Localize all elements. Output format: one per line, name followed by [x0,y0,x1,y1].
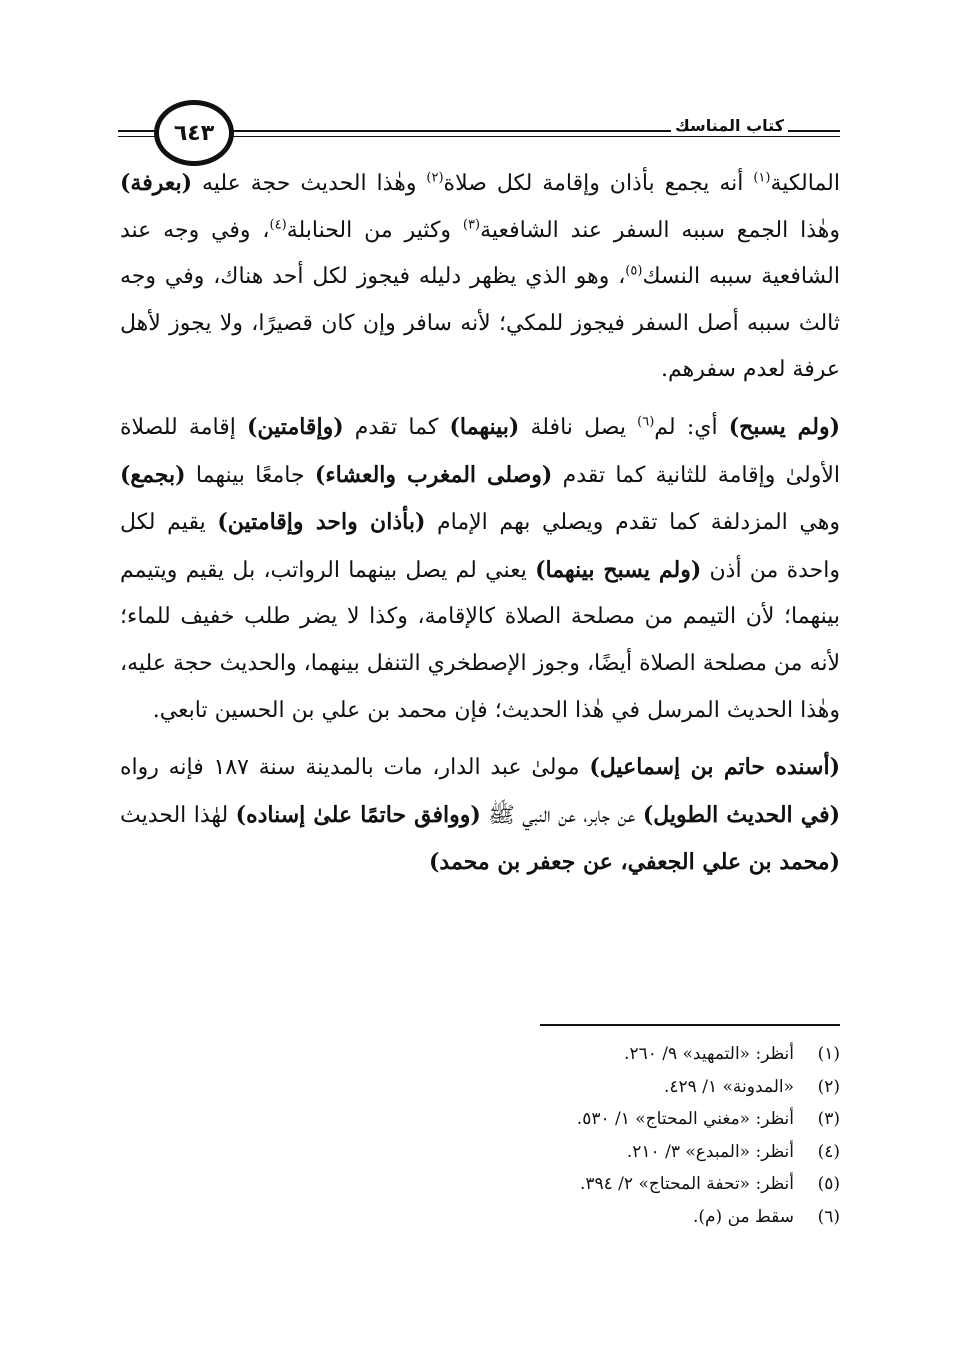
commentary-text: مولىٰ عبد الدار، مات بالمدينة سنة ١٨٧ فإنه رواه [120,755,590,781]
bold-matn-text: (ووافق حاتمًا علىٰ إسناده) [235,801,481,828]
commentary-text: يعني لم يصل بينهما الرواتب، بل يقيم ويتيمم بينهما؛ لأن التيمم من مصلحة الصلاة كالإقامة، وكذا لا يضر طلب خفيف للماء؛ لأنه من مصلحة الصلاة أيضًا، وجوز الإصطخري التنفل بينهما، والحديث حجة عليه، وهٰذا الحديث المرسل في هٰذا الحديث؛ فإن محمد بن علي بن الحسين تابعي. [120,557,840,723]
commentary-text: إقامة للصلاة الأولىٰ وإقامة للثانية كما تقدم [120,414,840,488]
page-number [154,100,234,166]
footnote-text: أنظر: «التمهيد» ٩/ ٢٦٠. [624,1044,794,1064]
footnote-number: (١) [817,1044,840,1064]
footnote-ref: (١) [753,170,771,186]
footnotes [200,1038,840,1234]
footnote-item [200,1103,840,1136]
main-text [120,160,840,887]
commentary-text: كما تقدم [343,414,450,440]
commentary-text: لهٰذا الحديث [120,802,236,828]
bold-matn-text: (وصلى المغرب والعشاء) [314,461,553,488]
footnote-item [200,1168,840,1201]
footnote-number: (٢) [817,1076,840,1097]
bold-matn-text: (أسنده حاتم بن إسماعيل) [589,754,841,781]
footnote-item [200,1071,840,1104]
commentary-text: وكثير من الحنابلة [286,217,463,243]
footnote-item [200,1038,840,1071]
footnote-text: أنظر: «مغني المحتاج» ١/ ٥٣٠. [576,1109,794,1130]
commentary-text: المالكية [770,171,840,196]
commentary-text: يقيم لكل واحدة من أذن [120,510,840,583]
bold-matn-text: (بأذان واحد وإقامتين) [217,509,426,536]
footnote-separator [540,1024,840,1026]
bold-matn-text: (في الحديث الطويل) [642,801,841,828]
footnote-text: «المدونة» ١/ ٤٢٩. [663,1076,794,1097]
bold-matn-text: (بينهما) [449,413,520,440]
bold-matn-text: (وإقامتين) [247,413,344,440]
commentary-text: وهٰذا الجمع سببه السفر عند الشافعية [480,217,840,243]
footnote-text: سقط من (م). [692,1206,794,1227]
footnote-text: أنظر: «المبدع» ٣/ ٢١٠. [626,1141,794,1162]
bold-matn-text: (بجمع) [120,461,186,488]
bold-matn-text: (بعرفة) [120,170,193,196]
commentary-text: جامعًا بينهما [185,462,315,488]
footnote-ref: (٣) [462,217,481,233]
commentary-text: عن جابر، عن النبي ﷺ [480,802,643,828]
footnote-number: (٣) [817,1109,840,1130]
footnote-item [200,1201,840,1234]
section-title: كتاب المناسك [671,116,788,135]
footnote-ref: (٦) [637,414,655,430]
commentary-text: ، وهو الذي يظهر دليله فيجوز لكل أحد هناك، وفي وجه ثالث سببه أصل السفر فيجوز للمكي؛ لأنه سافر وإن كان قصيرًا، ولا يجوز لأهل عرفة لعدم سفرهم. [120,264,840,383]
header-rule-right-thin [230,136,840,137]
footnote-number: (٦) [817,1206,840,1227]
footnote-text: أنظر: «تحفة المحتاج» ٢/ ٣٩٤. [579,1174,794,1195]
bold-matn-text: (ولم يسبح بينهما) [535,556,702,583]
bold-matn-text: (ولم يسبح) [728,413,840,440]
page-header [118,100,840,162]
bold-matn-text: (محمد بن علي الجعفي، عن جعفر بن محمد) [429,849,840,876]
footnote-item [200,1136,840,1169]
paragraph-1 [120,160,840,394]
footnote-ref: (٢) [426,170,444,186]
footnote-ref: (٤) [269,217,287,233]
paragraph-2 [120,404,840,734]
paragraph-3 [120,744,840,887]
footnote-number: (٥) [817,1174,840,1195]
page-number-text: ٦٤٣ [173,120,215,146]
commentary-text: يصل نافلة [519,414,638,440]
commentary-text: وهٰذا الحديث حجة عليه [192,171,427,196]
commentary-text: أنه يجمع بأذان وإقامة لكل صلاة [443,171,754,196]
commentary-text: أي: لم [654,414,729,440]
commentary-text: وهي المزدلفة كما تقدم ويصلي بهم الإمام [425,510,840,536]
commentary-text: ، وفي وجه عند الشافعية سببه النسك [120,217,840,290]
footnote-ref: (٥) [625,263,643,279]
footnote-number: (٤) [817,1141,840,1162]
